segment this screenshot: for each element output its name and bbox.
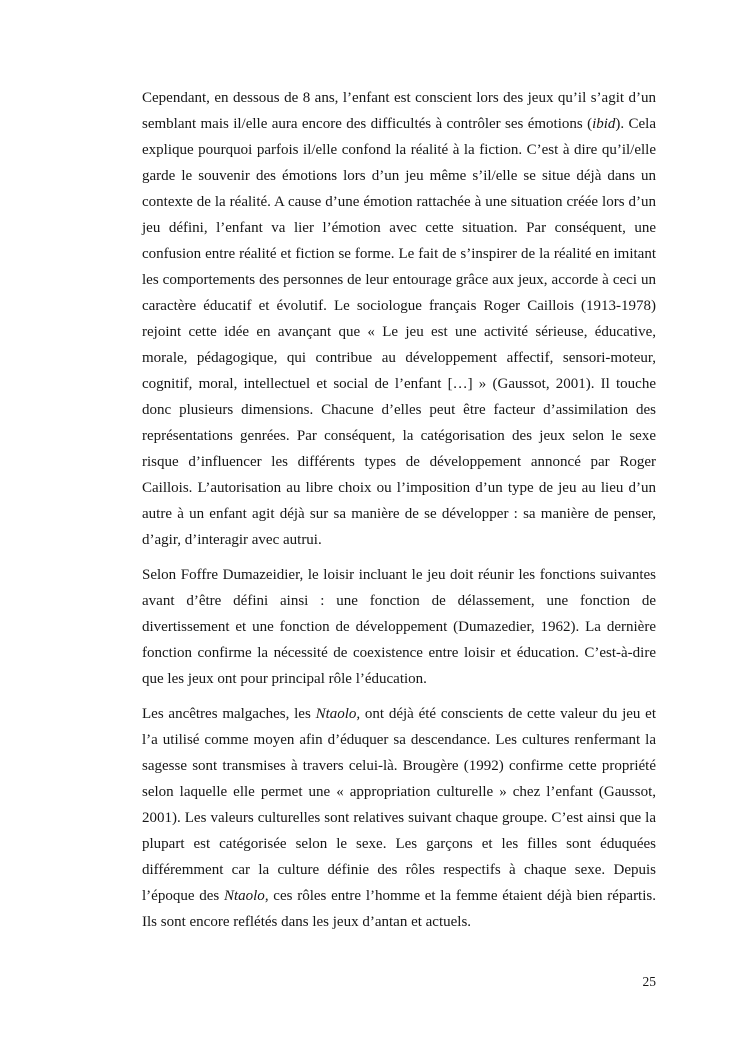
text-run: Selon Foffre Dumazeidier, le loisir incluant le jeu doit réunir les fonctions suivantes avant d’être défini ainsi : une fonction de délassement, une fonction de divertissement et une fonction de développement (Dumazedier, 1962). La dernière fonction confirme la nécessité de coexistence entre loisir et éducation. C’est-à-dire que les jeux ont pour principal rôle l’éducation. xyxy=(142,567,656,687)
italic-text-run: Ntaolo, xyxy=(315,706,361,722)
paragraph xyxy=(142,562,656,692)
page-number: 25 xyxy=(642,974,656,989)
text-run: ont déjà été conscients de cette valeur du jeu et l’a utilisé comme moyen afin d’éduquer sa descendance. Les cultures renfermant la sagesse sont transmises à travers celui-là. Brougère (1992) confirme cette propriété selon laquelle elle permet une « appropriation culturelle » chez l’enfant (Gaussot, 2001). Les valeurs culturelles sont relatives suivant chaque groupe. C’est ainsi que la plupart est catégorisée selon le sexe. Les garçons et les filles sont éduquées différemment car la culture définie des rôles respectifs à chaque sexe. Depuis l’époque des xyxy=(142,706,656,904)
paragraph xyxy=(142,701,656,935)
italic-text-run: ibid xyxy=(592,116,616,132)
text-run: Les ancêtres malgaches, les xyxy=(142,706,316,722)
text-run: , ces rôles entre l’homme et la femme étaient déjà bien répartis. Ils sont encore reflétés dans les jeux d’antan et actuels. xyxy=(142,888,656,930)
text-run: ). Cela explique pourquoi parfois il/elle confond la réalité à la fiction. C’est à dire qu’il/elle garde le souvenir des émotions lors d’un jeu même s’il/elle se situe déjà dans un contexte de la réalité. A cause d’une émotion rattachée à une situation créée lors d’un jeu défini, l’enfant va lier l’émotion avec cette situation. Par conséquent, une confusion entre réalité et fiction se forme. Le fait de s’inspirer de la réalité en imitant les comportements des personnes de leur entourage grâce aux jeux, accorde à ceci un caractère éducatif et évolutif. Le sociologue français Roger Caillois (1913-1978) rejoint cette idée en avançant que « Le jeu est une activité sérieuse, éducative, morale, pédagogique, qui contribue au développement affectif, sensori-moteur, cognitif, moral, intellectuel et social de l’enfant […] » (Gaussot, 2001). Il touche donc plusieurs dimensions. Chacune d’elles peut être facteur d’assimilation des représentations genrées. Par conséquent, la catégorisation des jeux selon le sexe risque d’influencer les différents types de développement annoncé par Roger Caillois. L’autorisation au libre choix ou l’imposition d’un type de jeu au lieu d’un autre à un enfant agit déjà sur sa manière de se développer : sa manière de penser, d’agir, d’interagir avec autrui. xyxy=(142,116,657,548)
page-content xyxy=(142,85,656,935)
italic-text-run: Ntaolo xyxy=(223,888,265,904)
text-run: Cependant, en dessous de 8 ans, l’enfant est conscient lors des jeux qu’il s’agit d’un semblant mais il/elle aura encore des difficultés à contrôler ses émotions ( xyxy=(142,90,656,132)
paragraph xyxy=(142,85,656,553)
